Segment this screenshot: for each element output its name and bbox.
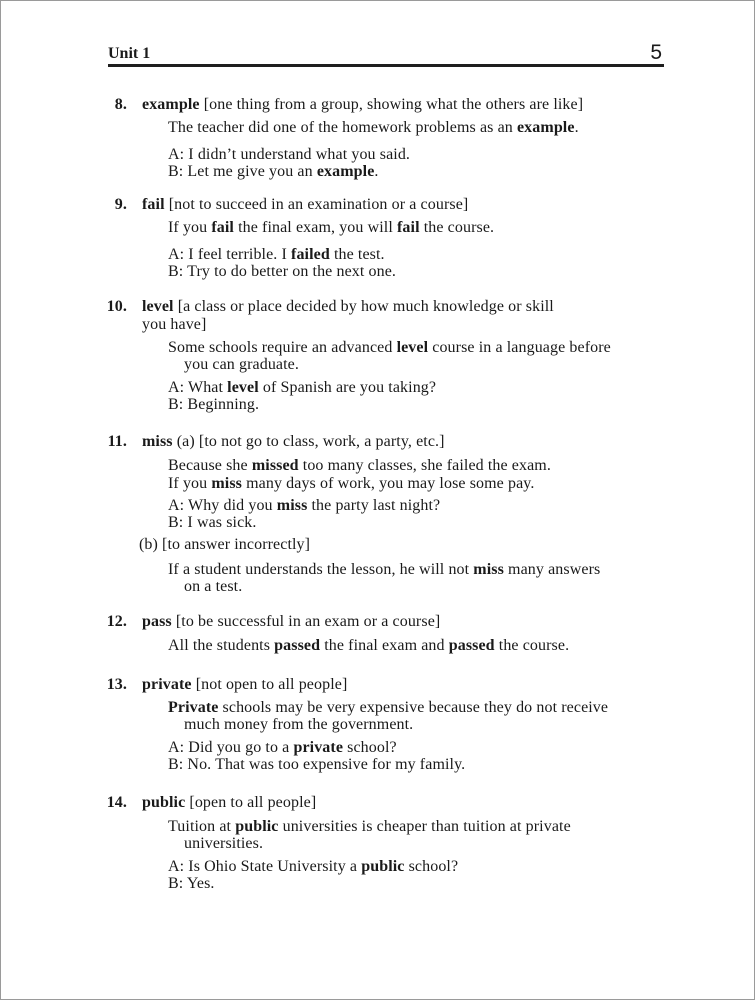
entry-headline: [142, 613, 440, 631]
text-run: the course.: [494, 637, 570, 654]
text-run: All the students: [168, 637, 275, 654]
text-run: B: I was sick.: [168, 514, 257, 531]
entry-word: pass: [142, 613, 172, 630]
keyword: example: [516, 119, 575, 136]
entry-definition: [not to succeed in an examination or a course]: [168, 196, 469, 213]
text-run: A: Is Ohio State University a: [168, 858, 362, 875]
text-run: the final exam and: [320, 637, 449, 654]
example-line: [168, 379, 436, 397]
text-run: of Spanish are you taking?: [258, 379, 437, 396]
text-run: too many classes, she failed the exam.: [298, 457, 551, 474]
example-line: [168, 637, 569, 655]
text-run: A: I feel terrible. I: [168, 246, 292, 263]
entry-headline: [142, 794, 316, 812]
text-run: the party last night?: [307, 497, 441, 514]
keyword: Private: [168, 699, 219, 716]
text-run: A: What: [168, 379, 228, 396]
entry-word: miss: [142, 433, 173, 450]
text-run: .: [574, 119, 579, 136]
example-line: [168, 263, 396, 281]
example-line: [184, 356, 299, 374]
entry-word: level: [142, 298, 174, 315]
text-run: B: Yes.: [168, 875, 215, 892]
entry-number: 13.: [106, 676, 127, 693]
entry-headline: [142, 196, 468, 214]
text-run: universities is cheaper than tuition at private: [278, 818, 571, 835]
keyword: level: [396, 339, 429, 356]
keyword: passed: [274, 637, 321, 654]
text-run: many answers: [503, 561, 601, 578]
text-run: A: Why did you: [168, 497, 277, 514]
entry-headline: [142, 433, 445, 451]
keyword: level: [227, 379, 259, 396]
entry-word: public: [142, 794, 186, 811]
header-rule: [108, 64, 664, 67]
text-run: B: Let me give you an: [168, 163, 317, 180]
example-line: [168, 396, 259, 414]
text-run: If you: [168, 475, 212, 492]
keyword: public: [235, 818, 279, 835]
entry-definition: [not open to all people]: [195, 676, 348, 693]
keyword: miss: [473, 561, 504, 578]
keyword: fail: [397, 219, 420, 236]
example-line: [168, 246, 385, 264]
example-line: [168, 514, 257, 532]
example-line: [168, 457, 551, 475]
example-line: [168, 756, 465, 774]
entry-word: example: [142, 96, 200, 113]
text-run: on a test.: [184, 578, 243, 595]
entry-number: 11.: [107, 433, 127, 450]
text-run: schools may be very expensive because they do not receive: [218, 699, 609, 716]
text-run: universities.: [184, 835, 264, 852]
entry-definition-continued: you have]: [142, 316, 207, 333]
example-line: [168, 739, 397, 757]
keyword: missed: [251, 457, 299, 474]
keyword: miss: [276, 497, 308, 514]
text-run: (b) [to answer incorrectly]: [139, 536, 311, 553]
keyword: private: [293, 739, 344, 756]
text-run: the final exam, you will: [233, 219, 397, 236]
example-line: [184, 835, 263, 853]
entry-number: 12.: [106, 613, 127, 630]
example-line: [168, 163, 379, 181]
entry-word: private: [142, 676, 192, 693]
text-run: school?: [404, 858, 459, 875]
text-run: B: No. That was too expensive for my family.: [168, 756, 466, 773]
text-run: Because she: [168, 457, 252, 474]
text-run: school?: [343, 739, 397, 756]
unit-label: Unit 1: [108, 45, 151, 62]
text-run: The teacher did one of the homework problems as an: [168, 119, 517, 136]
keyword: failed: [291, 246, 330, 263]
example-line: [184, 578, 242, 596]
text-run: If a student understands the lesson, he will not: [168, 561, 474, 578]
entry-definition: [one thing from a group, showing what the others are like]: [203, 96, 584, 113]
example-line: [168, 497, 440, 515]
entry-number: 10.: [106, 298, 127, 315]
entry-headline: [142, 676, 347, 694]
example-line: [168, 858, 458, 876]
entry-number: 14.: [106, 794, 127, 811]
entry-definition: [to be successful in an exam or a course]: [175, 613, 441, 630]
text-run: .: [374, 163, 379, 180]
example-line: [168, 146, 410, 164]
text-run: Tuition at: [168, 818, 236, 835]
text-run: the test.: [329, 246, 385, 263]
entry-definition: [a class or place decided by how much knowledge or skill: [177, 298, 554, 315]
text-run: If you: [168, 219, 212, 236]
keyword: example: [316, 163, 375, 180]
example-line: [168, 875, 215, 893]
entry-number: 8.: [114, 96, 127, 113]
entry-headline: [142, 96, 583, 114]
entry-definition: (a) [to not go to class, work, a party, etc.]: [176, 433, 445, 450]
text-run: you can graduate.: [184, 356, 299, 373]
entry-headline: [142, 298, 554, 316]
entry-word: fail: [142, 196, 165, 213]
text-run: much money from the government.: [184, 716, 414, 733]
example-line: [168, 818, 571, 836]
page-number: 5: [650, 41, 662, 64]
example-line: [168, 119, 579, 137]
text-run: the course.: [419, 219, 495, 236]
entry-definition: [open to all people]: [189, 794, 317, 811]
keyword: fail: [211, 219, 234, 236]
example-line: [168, 219, 494, 237]
text-run: A: Did you go to a: [168, 739, 294, 756]
text-run: A: I didn’t understand what you said.: [168, 146, 411, 163]
example-line: [168, 699, 608, 717]
text-run: B: Try to do better on the next one.: [168, 263, 397, 280]
example-line: [184, 716, 413, 734]
text-run: many days of work, you may lose some pay.: [242, 475, 535, 492]
example-line: [168, 475, 534, 493]
keyword: miss: [211, 475, 242, 492]
text-run: B: Beginning.: [168, 396, 260, 413]
keyword: passed: [448, 637, 495, 654]
page-header: [108, 41, 664, 69]
example-line: [139, 536, 310, 554]
example-line: [168, 339, 611, 357]
text-run: course in a language before: [428, 339, 611, 356]
keyword: public: [361, 858, 405, 875]
entry-number: 9.: [114, 196, 127, 213]
example-line: [168, 561, 600, 579]
text-run: Some schools require an advanced: [168, 339, 397, 356]
